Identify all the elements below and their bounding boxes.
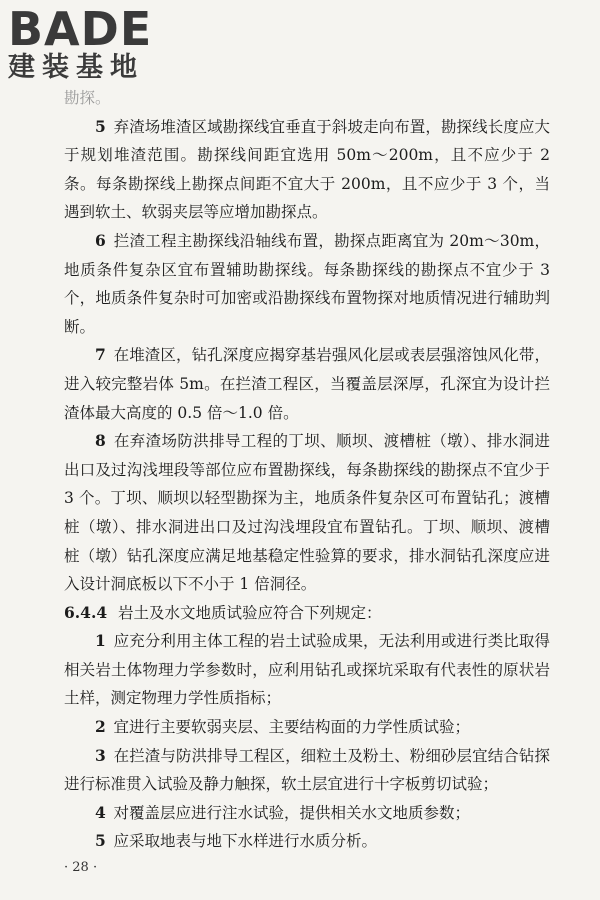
sub-list-item xyxy=(64,827,550,856)
sub-list-item xyxy=(64,742,550,799)
sub-item-number: 3 xyxy=(95,745,106,765)
clause-number: 6.4.4 xyxy=(64,602,108,622)
clause-text: 岩土及水文地质试验应符合下列规定： xyxy=(118,603,382,622)
sub-item-number: 2 xyxy=(95,717,106,737)
continued-fragment: 勘探。 xyxy=(64,89,111,107)
logo-text-zh: 建装基地 xyxy=(8,52,144,83)
page-number: · 28 · xyxy=(64,860,98,875)
watermark-logo xyxy=(8,4,152,84)
logo-text-en: BADE xyxy=(8,2,153,56)
item-number: 8 xyxy=(95,431,106,451)
sub-item-text: 宜进行主要软弱夹层、主要结构面的力学性质试验； xyxy=(113,718,471,737)
list-item xyxy=(64,113,550,227)
sub-list-item xyxy=(64,713,550,742)
sub-item-text: 在拦渣与防洪排导工程区，细粒土及粉土、粉细砂层宜结合钻探进行标准贯入试验及静力触探，软土层宜进行十字板剪切试验； xyxy=(64,746,550,794)
item-number: 5 xyxy=(95,116,106,136)
item-number: 7 xyxy=(95,345,106,365)
sub-item-text: 应采取地表与地下水样进行水质分析。 xyxy=(113,832,378,851)
item-text: 在弃渣场防洪排导工程的丁坝、顺坝、渡槽桩（墩）、排水洞进出口及过沟浅埋段等部位应布置勘探线，每条勘探线的勘探点不宜少于 3 个。丁坝、顺坝以轻型勘探为主，地质条件复杂区可布置钻孔；渡槽桩（墩）、排水洞进出口及过沟浅埋段宜布置钻孔。丁坝、顺坝、渡槽桩（墩）钻孔深度应满足地基稳定性验算的要求，排水洞钻孔深度应进入设计洞底板以下不小于 1 倍洞径。 xyxy=(64,432,550,594)
sub-item-number: 4 xyxy=(95,802,106,822)
sub-item-number: 1 xyxy=(95,631,106,651)
sub-list-item xyxy=(64,799,550,828)
item-text: 在堆渣区，钻孔深度应揭穿基岩强风化层或表层强溶蚀风化带，进入较完整岩体 5m。在拦渣工程区，当覆盖层深厚，孔深宜为设计拦渣体最大高度的 0.5 倍～1.0 倍。 xyxy=(64,346,550,422)
list-item xyxy=(64,341,550,427)
document-body xyxy=(64,84,550,856)
list-item xyxy=(64,227,550,341)
sub-item-number: 5 xyxy=(95,831,106,851)
item-text: 弃渣场堆渣区域勘探线宜垂直于斜坡走向布置，勘探线长度应大于规划堆渣范围。勘探线间距宜选用 50m～200m，且不应少于 2 条。每条勘探线上勘探点间距不宜大于 200m，且不应少于 3 个，当遇到软土、软弱夹层等应增加勘探点。 xyxy=(64,117,550,222)
sub-item-text: 对覆盖层应进行注水试验，提供相关水文地质参数； xyxy=(113,803,471,822)
sub-item-text: 应充分利用主体工程的岩土试验成果，无法利用或进行类比取得相关岩土体物理力学参数时，应利用钻孔或探坑采取有代表性的原状岩土样，测定物理力学性质指标； xyxy=(64,632,550,708)
sub-list-item xyxy=(64,627,550,713)
item-text: 拦渣工程主勘探线沿轴线布置，勘探点距离宜为 20m～30m，地质条件复杂区宜布置辅助勘探线。每条勘探线的勘探点不宜少于 3 个，地质条件复杂时可加密或沿勘探线布置物探对地质情况进行辅助判断。 xyxy=(64,231,550,336)
list-item xyxy=(64,427,550,599)
item-number: 6 xyxy=(95,230,106,250)
clause-heading xyxy=(64,599,550,628)
